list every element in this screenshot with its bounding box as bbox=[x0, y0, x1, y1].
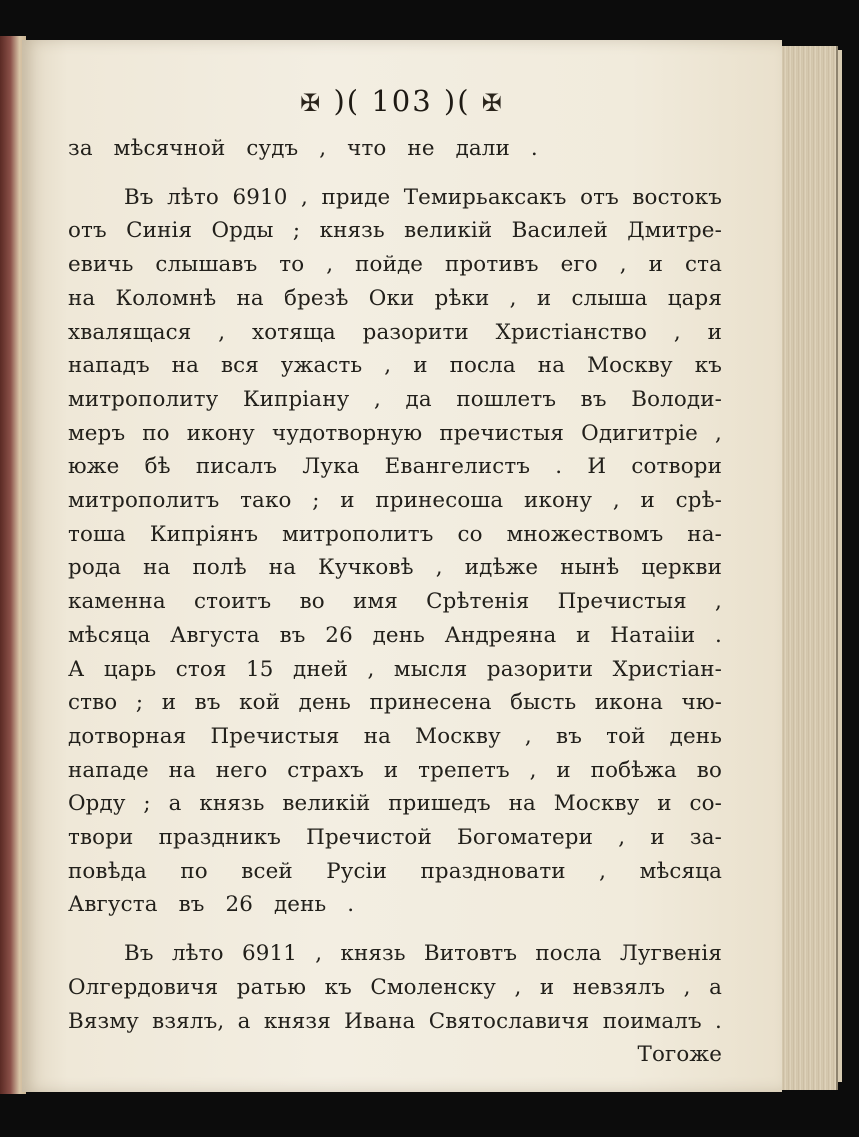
ornament-right-icon: ✠ bbox=[481, 89, 504, 117]
ornament-left-icon: ✠ bbox=[300, 89, 323, 117]
text-line: дотворная Пречистыя на Москву , въ той день bbox=[68, 723, 722, 749]
text-line: меръ по икону чудотворную пречистыя Одигитріе , bbox=[68, 420, 722, 446]
text-line: ство ; и въ кой день принесена бысть икона чю- bbox=[68, 690, 722, 716]
text-line: за мѣсячной судъ , что не дали . bbox=[68, 136, 538, 161]
text-line: Орду ; а князь великій пришедъ на Москву и со- bbox=[68, 791, 722, 817]
text-line: Въ лѣто 6910 , приде Темирьаксакъ отъ востокъ bbox=[124, 184, 722, 210]
text-line: митрополиту Кипріану , да пошлетъ въ Володи- bbox=[68, 386, 722, 412]
text-line: евичь слышавъ то , пойде противъ его , и ста bbox=[68, 252, 722, 278]
page-body bbox=[68, 132, 722, 1072]
text-line: рода на полѣ на Кучковѣ , идѣже нынѣ церкви bbox=[68, 555, 722, 581]
text-line: Въ лѣто 6911 , князь Витовтъ посла Лугвенія bbox=[124, 941, 722, 967]
text-line: Олгердовичя ратью къ Смоленску , и невзялъ , а bbox=[68, 974, 722, 1000]
text-line: нападе на него страхъ и трепетъ , и побѣжа во bbox=[68, 757, 722, 783]
text-line: Вязму взялъ, а князя Ивана Святославичя поималъ . bbox=[68, 1008, 722, 1034]
book-page bbox=[22, 40, 782, 1092]
text-line: А царь стоя 15 дней , мысля разорити Христіан- bbox=[68, 656, 722, 682]
page-header bbox=[22, 84, 782, 118]
text-line: повѣда по всей Русіи праздновати , мѣсяца bbox=[68, 858, 722, 884]
text-line: каменна стоитъ во имя Срѣтенія Пречистыя , bbox=[68, 589, 722, 615]
text-line: юже бѣ писалъ Лука Евангелистъ . И сотвори bbox=[68, 454, 722, 480]
text-line: нападъ на вся ужасть , и посла на Москву къ bbox=[68, 353, 722, 379]
text-line: на Коломнѣ на брезѣ Оки рѣки , и слыша царя bbox=[68, 285, 722, 311]
text-line: хвалящася , хотяща разорити Христіанство , и bbox=[68, 319, 722, 345]
page-number: )( 103 )( bbox=[333, 84, 471, 118]
text-line: тоша Кипріянъ митрополитъ со множествомъ на- bbox=[68, 521, 722, 547]
text-line: мѣсяца Августа въ 26 день Андреяна и Натаііи . bbox=[68, 622, 722, 648]
catchword: Тогоже bbox=[637, 1042, 722, 1068]
text-line: отъ Синія Орды ; князь великій Василей Дмитре- bbox=[68, 218, 722, 244]
text-line: митрополитъ тако ; и принесоша икону , и срѣ- bbox=[68, 488, 722, 514]
text-line: Августа въ 26 день . bbox=[68, 892, 355, 918]
text-line: твори праздникъ Пречистой Богоматери , и за- bbox=[68, 825, 722, 851]
